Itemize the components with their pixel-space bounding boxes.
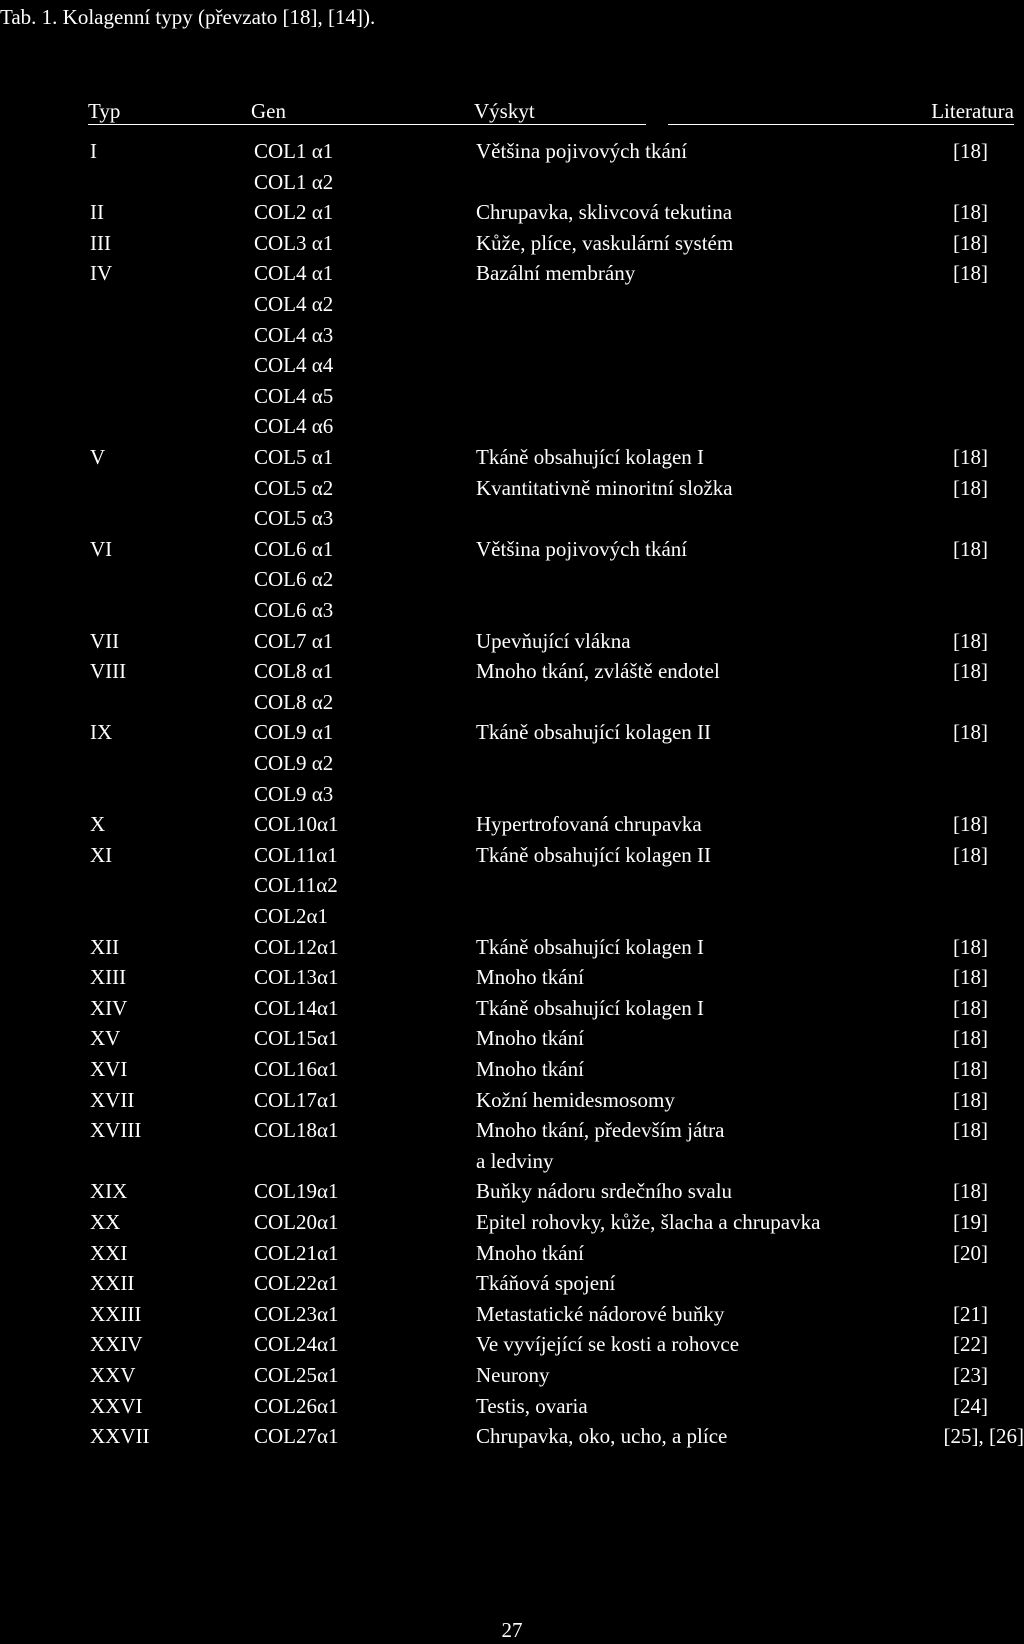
table-row [0, 258, 1024, 289]
cell-gen: COL15α1 [254, 1026, 339, 1051]
cell-literatura: [18] [953, 1026, 988, 1051]
cell-literatura: [18] [953, 628, 988, 653]
table-row [0, 748, 1024, 779]
cell-vyskyt: Mnoho tkání [476, 1240, 584, 1265]
header-typ: Typ [88, 99, 121, 123]
cell-typ: XV [90, 1026, 121, 1051]
cell-typ: XVIII [90, 1118, 142, 1143]
cell-literatura: [18] [953, 200, 988, 225]
cell-gen: COL1 α2 [254, 169, 334, 194]
cell-literatura: [18] [953, 139, 988, 163]
cell-vyskyt: Buňky nádoru srdečního svalu [476, 1179, 733, 1204]
table-row [0, 534, 1024, 565]
table-row [0, 228, 1024, 259]
table-row [0, 411, 1024, 442]
cell-gen: COL6 α1 [254, 536, 334, 561]
cell-literatura: [18] [953, 536, 988, 561]
cell-gen: COL10α1 [254, 812, 339, 837]
table-row [0, 626, 1024, 657]
header-gen: Gen [251, 99, 286, 123]
cell-typ: VII [90, 628, 120, 653]
cell-gen: COL5 α1 [254, 445, 334, 469]
cell-literatura: [18] [953, 842, 988, 867]
table-row [0, 289, 1024, 320]
table-row [0, 840, 1024, 871]
cell-gen: COL8 α1 [254, 659, 334, 684]
header-vyskyt: Výskyt [474, 99, 535, 123]
cell-gen: COL1 α1 [254, 139, 334, 163]
cell-vyskyt: Ve vyvíjející se kosti a rohovce [476, 1332, 740, 1357]
cell-gen: COL12α1 [254, 934, 339, 959]
cell-typ: VIII [90, 659, 127, 684]
cell-literatura: [18] [953, 659, 988, 684]
cell-literatura: [23] [953, 1363, 988, 1387]
cell-vyskyt: Mnoho tkání [476, 965, 584, 990]
table-row [0, 687, 1024, 718]
cell-gen: COL2α1 [254, 904, 329, 928]
cell-gen: COL4 α6 [254, 414, 334, 439]
table-row [0, 1085, 1024, 1116]
cell-literatura: [18] [953, 995, 988, 1020]
cell-typ: XVII [90, 1087, 135, 1112]
table-row [0, 564, 1024, 595]
cell-gen: COL2 α1 [254, 200, 334, 225]
cell-typ: III [90, 230, 111, 255]
header-rule-right [668, 124, 1014, 125]
cell-gen: COL13α1 [254, 965, 339, 990]
cell-typ: IX [90, 720, 113, 745]
table-row [0, 962, 1024, 993]
cell-gen: COL4 α1 [254, 261, 334, 286]
table-row [0, 1421, 1024, 1452]
table-row [0, 167, 1024, 198]
cell-vyskyt: Tkáně obsahující kolagen I [476, 445, 705, 469]
cell-literatura: [21] [953, 1301, 988, 1326]
table-row [0, 809, 1024, 840]
page-number: 27 [501, 1618, 523, 1642]
cell-vyskyt: Mnoho tkání, především játra [476, 1118, 725, 1143]
cell-gen: COL4 α3 [254, 322, 334, 347]
cell-literatura: [18] [953, 812, 988, 837]
cell-gen: COL27α1 [254, 1424, 339, 1449]
cell-vyskyt: Mnoho tkání [476, 1026, 584, 1051]
cell-literatura: [18] [953, 1087, 988, 1112]
table-row [0, 1360, 1024, 1391]
table-row [0, 656, 1024, 687]
cell-literatura: [18] [953, 230, 988, 255]
cell-vyskyt: Bazální membrány [476, 261, 636, 286]
table-row [0, 1115, 1024, 1146]
table-row [0, 320, 1024, 351]
cell-gen: COL5 α2 [254, 475, 334, 500]
cell-vyskyt: Metastatické nádorové buňky [476, 1301, 725, 1326]
cell-literatura: [25], [26] [943, 1424, 1024, 1449]
cell-vyskyt: a ledviny [476, 1148, 554, 1173]
cell-literatura: [19] [953, 1210, 988, 1234]
table-row [0, 1207, 1024, 1238]
table-row [0, 595, 1024, 626]
cell-gen: COL22α1 [254, 1271, 339, 1296]
cell-gen: COL5 α3 [254, 506, 334, 531]
table-row [0, 1238, 1024, 1269]
table-row [0, 442, 1024, 473]
cell-literatura: [18] [953, 720, 988, 745]
cell-typ: VI [90, 536, 113, 561]
cell-vyskyt: Kožní hemidesmosomy [476, 1087, 675, 1112]
table-row [0, 473, 1024, 504]
cell-gen: COL9 α3 [254, 781, 334, 806]
cell-typ: I [90, 139, 97, 163]
cell-gen: COL4 α4 [254, 353, 334, 378]
cell-gen: COL24α1 [254, 1332, 339, 1357]
cell-typ: II [90, 200, 104, 225]
cell-gen: COL4 α2 [254, 292, 334, 316]
cell-gen: COL9 α1 [254, 720, 334, 745]
cell-vyskyt: Většina pojivových tkání [476, 139, 688, 163]
table-row [0, 1391, 1024, 1422]
cell-typ: IV [90, 261, 113, 286]
cell-gen: COL19α1 [254, 1179, 339, 1204]
cell-gen: COL25α1 [254, 1363, 339, 1387]
cell-gen: COL23α1 [254, 1301, 339, 1326]
cell-vyskyt: Tkáně obsahující kolagen I [476, 995, 705, 1020]
cell-vyskyt: Hypertrofovaná chrupavka [476, 812, 702, 837]
table-row [0, 870, 1024, 901]
cell-gen: COL8 α2 [254, 689, 334, 714]
cell-literatura: [20] [953, 1240, 988, 1265]
cell-gen: COL3 α1 [254, 230, 334, 255]
cell-literatura: [18] [953, 1057, 988, 1081]
cell-vyskyt: Kůže, plíce, vaskulární systém [476, 230, 734, 255]
cell-vyskyt: Chrupavka, oko, ucho, a plíce [476, 1424, 728, 1449]
cell-vyskyt: Neurony [476, 1363, 550, 1387]
cell-gen: COL6 α2 [254, 567, 334, 592]
cell-vyskyt: Většina pojivových tkání [476, 536, 688, 561]
cell-literatura: [22] [953, 1332, 988, 1357]
table-row [0, 901, 1024, 932]
cell-typ: V [90, 445, 106, 469]
table-row [0, 1299, 1024, 1330]
cell-vyskyt: Epitel rohovky, kůže, šlacha a chrupavka [476, 1210, 821, 1234]
cell-gen: COL9 α2 [254, 751, 334, 775]
table-caption: Tab. 1. Kolagenní typy (převzato [18], [14]). [0, 5, 376, 29]
cell-typ: XVI [90, 1057, 128, 1081]
cell-vyskyt: Upevňující vlákna [476, 628, 631, 653]
cell-vyskyt: Tkáňová spojení [476, 1271, 616, 1296]
cell-vyskyt: Tkáně obsahující kolagen I [476, 934, 705, 959]
cell-typ: XI [90, 842, 113, 867]
table-row [0, 1268, 1024, 1299]
cell-typ: XXII [90, 1271, 135, 1296]
cell-typ: XXVI [90, 1393, 143, 1418]
cell-typ: XXIV [90, 1332, 143, 1357]
cell-vyskyt: Tkáně obsahující kolagen II [476, 842, 711, 867]
table-row [0, 197, 1024, 228]
cell-typ: XIII [90, 965, 127, 990]
table-row [0, 717, 1024, 748]
cell-literatura: [18] [953, 445, 988, 469]
cell-typ: XIX [90, 1179, 128, 1204]
cell-gen: COL17α1 [254, 1087, 339, 1112]
cell-literatura: [18] [953, 1118, 988, 1143]
cell-gen: COL4 α5 [254, 383, 334, 408]
cell-literatura: [18] [953, 475, 988, 500]
header-literatura: Literatura [931, 99, 1014, 123]
cell-typ: XXVII [90, 1424, 150, 1449]
table-row [0, 993, 1024, 1024]
table-row [0, 1054, 1024, 1085]
table-row [0, 350, 1024, 381]
cell-gen: COL20α1 [254, 1210, 339, 1234]
table-row [0, 1023, 1024, 1054]
table-row [0, 381, 1024, 412]
cell-typ: XX [90, 1210, 121, 1234]
cell-gen: COL16α1 [254, 1057, 339, 1081]
header-rule-left [88, 124, 646, 125]
cell-gen: COL6 α3 [254, 598, 334, 622]
cell-vyskyt: Chrupavka, sklivcová tekutina [476, 200, 733, 225]
table-row [0, 503, 1024, 534]
cell-typ: XXI [90, 1240, 128, 1265]
cell-literatura: [18] [953, 965, 988, 990]
cell-literatura: [24] [953, 1393, 988, 1418]
cell-vyskyt: Testis, ovaria [476, 1393, 588, 1418]
table-row [0, 1329, 1024, 1360]
cell-typ: XXV [90, 1363, 136, 1387]
cell-gen: COL11α1 [254, 842, 338, 867]
table-row [0, 1146, 1024, 1177]
cell-typ: X [90, 812, 106, 837]
cell-typ: XII [90, 934, 120, 959]
cell-gen: COL14α1 [254, 995, 339, 1020]
cell-vyskyt: Mnoho tkání, zvláště endotel [476, 659, 720, 684]
cell-literatura: [18] [953, 934, 988, 959]
cell-gen: COL21α1 [254, 1240, 339, 1265]
cell-vyskyt: Kvantitativně minoritní složka [476, 475, 733, 500]
table-row [0, 136, 1024, 167]
cell-vyskyt: Mnoho tkání [476, 1057, 584, 1081]
cell-gen: COL18α1 [254, 1118, 339, 1143]
cell-literatura: [18] [953, 261, 988, 286]
cell-typ: XIV [90, 995, 128, 1020]
table-header [0, 96, 1024, 126]
table-row [0, 1176, 1024, 1207]
table-row [0, 932, 1024, 963]
cell-gen: COL7 α1 [254, 628, 334, 653]
cell-gen: COL26α1 [254, 1393, 339, 1418]
cell-gen: COL11α2 [254, 873, 338, 898]
cell-literatura: [18] [953, 1179, 988, 1204]
cell-typ: XXIII [90, 1301, 142, 1326]
cell-vyskyt: Tkáně obsahující kolagen II [476, 720, 711, 745]
table-row [0, 779, 1024, 810]
